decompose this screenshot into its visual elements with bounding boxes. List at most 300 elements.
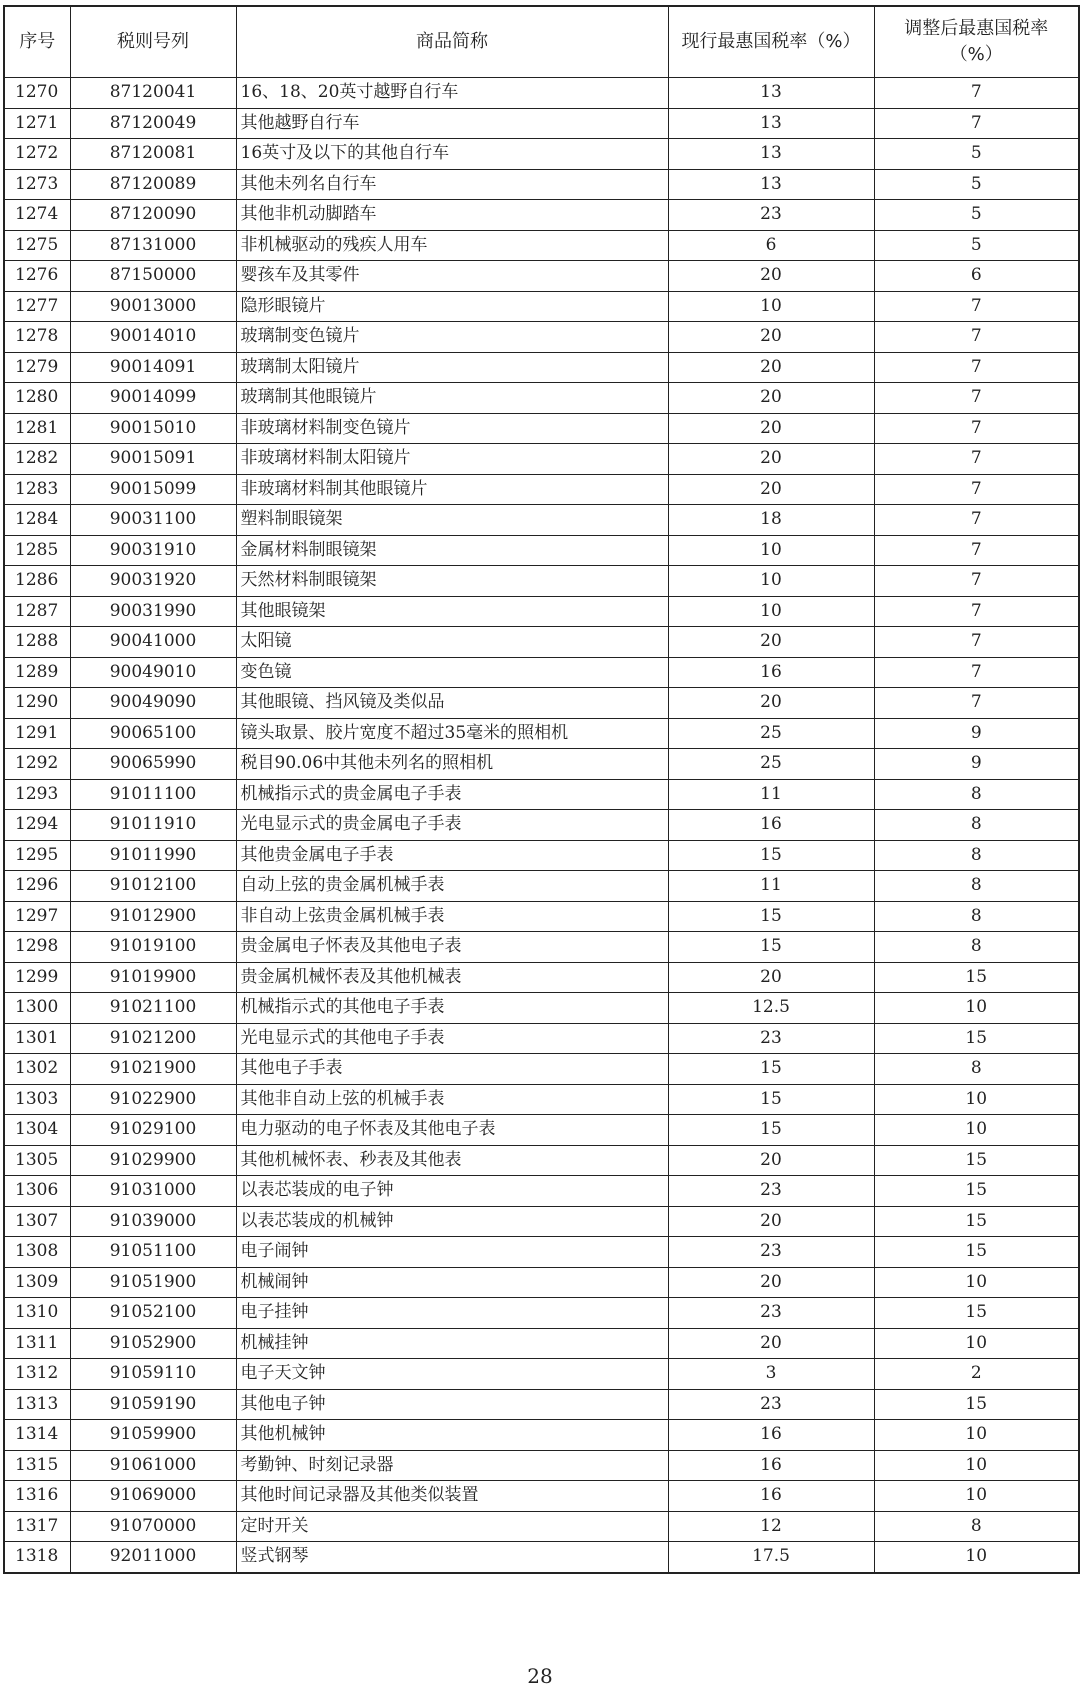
cell-seq: 1270 <box>4 78 70 109</box>
cell-adjusted-rate: 10 <box>874 1328 1079 1359</box>
cell-tariff-code: 91052100 <box>70 1298 236 1329</box>
table-header-row <box>4 6 1079 78</box>
table-row <box>4 1023 1079 1054</box>
cell-product-name: 其他未列名自行车 <box>236 169 668 200</box>
cell-seq: 1278 <box>4 322 70 353</box>
cell-adjusted-rate: 5 <box>874 139 1079 170</box>
cell-adjusted-rate: 8 <box>874 1054 1079 1085</box>
cell-product-name: 以表芯装成的电子钟 <box>236 1176 668 1207</box>
cell-current-rate: 15 <box>668 1084 874 1115</box>
cell-seq: 1288 <box>4 627 70 658</box>
cell-seq: 1289 <box>4 657 70 688</box>
cell-adjusted-rate: 8 <box>874 840 1079 871</box>
cell-tariff-code: 90015091 <box>70 444 236 475</box>
cell-product-name: 非自动上弦贵金属机械手表 <box>236 901 668 932</box>
cell-seq: 1273 <box>4 169 70 200</box>
cell-adjusted-rate: 5 <box>874 200 1079 231</box>
cell-adjusted-rate: 7 <box>874 566 1079 597</box>
cell-tariff-code: 87120081 <box>70 139 236 170</box>
cell-current-rate: 20 <box>668 383 874 414</box>
cell-product-name: 镜头取景、胶片宽度不超过35毫米的照相机 <box>236 718 668 749</box>
cell-adjusted-rate: 15 <box>874 1237 1079 1268</box>
cell-product-name: 其他越野自行车 <box>236 108 668 139</box>
cell-seq: 1297 <box>4 901 70 932</box>
cell-product-name: 电子挂钟 <box>236 1298 668 1329</box>
cell-seq: 1272 <box>4 139 70 170</box>
cell-current-rate: 20 <box>668 1145 874 1176</box>
cell-adjusted-rate: 8 <box>874 779 1079 810</box>
cell-adjusted-rate: 7 <box>874 291 1079 322</box>
cell-seq: 1285 <box>4 535 70 566</box>
cell-adjusted-rate: 5 <box>874 169 1079 200</box>
table-row <box>4 1115 1079 1146</box>
table-row <box>4 688 1079 719</box>
cell-adjusted-rate: 7 <box>874 505 1079 536</box>
cell-tariff-code: 91011990 <box>70 840 236 871</box>
cell-current-rate: 17.5 <box>668 1542 874 1573</box>
cell-current-rate: 23 <box>668 1176 874 1207</box>
cell-adjusted-rate: 10 <box>874 1420 1079 1451</box>
cell-tariff-code: 90015099 <box>70 474 236 505</box>
cell-current-rate: 20 <box>668 1328 874 1359</box>
cell-tariff-code: 91012100 <box>70 871 236 902</box>
cell-current-rate: 18 <box>668 505 874 536</box>
cell-current-rate: 15 <box>668 901 874 932</box>
cell-current-rate: 23 <box>668 1298 874 1329</box>
cell-adjusted-rate: 7 <box>874 657 1079 688</box>
cell-seq: 1280 <box>4 383 70 414</box>
table-row <box>4 1328 1079 1359</box>
cell-product-name: 塑料制眼镜架 <box>236 505 668 536</box>
table-row <box>4 627 1079 658</box>
cell-tariff-code: 91051100 <box>70 1237 236 1268</box>
cell-tariff-code: 91051900 <box>70 1267 236 1298</box>
cell-current-rate: 16 <box>668 1420 874 1451</box>
cell-adjusted-rate: 8 <box>874 901 1079 932</box>
cell-tariff-code: 91019100 <box>70 932 236 963</box>
cell-tariff-code: 87150000 <box>70 261 236 292</box>
cell-adjusted-rate: 7 <box>874 413 1079 444</box>
cell-current-rate: 25 <box>668 718 874 749</box>
cell-current-rate: 15 <box>668 1054 874 1085</box>
table-row <box>4 993 1079 1024</box>
cell-current-rate: 23 <box>668 1023 874 1054</box>
cell-current-rate: 20 <box>668 413 874 444</box>
cell-current-rate: 20 <box>668 688 874 719</box>
cell-current-rate: 15 <box>668 1115 874 1146</box>
cell-seq: 1282 <box>4 444 70 475</box>
cell-adjusted-rate: 10 <box>874 1542 1079 1573</box>
cell-current-rate: 10 <box>668 596 874 627</box>
cell-product-name: 玻璃制其他眼镜片 <box>236 383 668 414</box>
table-row <box>4 352 1079 383</box>
cell-seq: 1318 <box>4 1542 70 1573</box>
cell-current-rate: 23 <box>668 1237 874 1268</box>
table-row <box>4 901 1079 932</box>
cell-adjusted-rate: 9 <box>874 749 1079 780</box>
cell-adjusted-rate: 10 <box>874 1450 1079 1481</box>
cell-tariff-code: 87120090 <box>70 200 236 231</box>
header-seq: 序号 <box>4 6 70 78</box>
cell-tariff-code: 91021900 <box>70 1054 236 1085</box>
cell-tariff-code: 91012900 <box>70 901 236 932</box>
cell-current-rate: 16 <box>668 1481 874 1512</box>
table-row <box>4 1450 1079 1481</box>
table-row <box>4 505 1079 536</box>
cell-product-name: 非玻璃材料制太阳镜片 <box>236 444 668 475</box>
cell-tariff-code: 90031990 <box>70 596 236 627</box>
cell-seq: 1287 <box>4 596 70 627</box>
tariff-table <box>3 5 1080 1574</box>
table-row <box>4 1267 1079 1298</box>
cell-seq: 1308 <box>4 1237 70 1268</box>
header-current-rate: 现行最惠国税率（%） <box>668 6 874 78</box>
cell-seq: 1279 <box>4 352 70 383</box>
cell-product-name: 贵金属机械怀表及其他机械表 <box>236 962 668 993</box>
cell-tariff-code: 87120049 <box>70 108 236 139</box>
cell-adjusted-rate: 10 <box>874 1084 1079 1115</box>
cell-seq: 1274 <box>4 200 70 231</box>
cell-seq: 1314 <box>4 1420 70 1451</box>
cell-product-name: 天然材料制眼镜架 <box>236 566 668 597</box>
table-row <box>4 1145 1079 1176</box>
cell-product-name: 定时开关 <box>236 1511 668 1542</box>
cell-product-name: 金属材料制眼镜架 <box>236 535 668 566</box>
cell-seq: 1295 <box>4 840 70 871</box>
table-row <box>4 322 1079 353</box>
cell-seq: 1316 <box>4 1481 70 1512</box>
cell-seq: 1290 <box>4 688 70 719</box>
cell-adjusted-rate: 15 <box>874 1206 1079 1237</box>
cell-seq: 1310 <box>4 1298 70 1329</box>
cell-adjusted-rate: 6 <box>874 261 1079 292</box>
cell-current-rate: 20 <box>668 444 874 475</box>
cell-product-name: 其他非自动上弦的机械手表 <box>236 1084 668 1115</box>
table-row <box>4 749 1079 780</box>
table-row <box>4 474 1079 505</box>
cell-product-name: 其他非机动脚踏车 <box>236 200 668 231</box>
cell-adjusted-rate: 7 <box>874 383 1079 414</box>
cell-product-name: 考勤钟、时刻记录器 <box>236 1450 668 1481</box>
table-row <box>4 1084 1079 1115</box>
cell-product-name: 其他电子钟 <box>236 1389 668 1420</box>
cell-current-rate: 13 <box>668 78 874 109</box>
cell-current-rate: 13 <box>668 169 874 200</box>
table-row <box>4 78 1079 109</box>
cell-seq: 1302 <box>4 1054 70 1085</box>
cell-product-name: 其他时间记录器及其他类似装置 <box>236 1481 668 1512</box>
cell-current-rate: 16 <box>668 1450 874 1481</box>
cell-seq: 1294 <box>4 810 70 841</box>
cell-current-rate: 20 <box>668 962 874 993</box>
cell-tariff-code: 91019900 <box>70 962 236 993</box>
cell-product-name: 机械指示式的贵金属电子手表 <box>236 779 668 810</box>
cell-adjusted-rate: 10 <box>874 1481 1079 1512</box>
cell-current-rate: 20 <box>668 1206 874 1237</box>
cell-tariff-code: 90031910 <box>70 535 236 566</box>
cell-adjusted-rate: 15 <box>874 962 1079 993</box>
cell-seq: 1299 <box>4 962 70 993</box>
cell-current-rate: 11 <box>668 871 874 902</box>
cell-tariff-code: 91021200 <box>70 1023 236 1054</box>
header-product-name: 商品简称 <box>236 6 668 78</box>
cell-tariff-code: 90014099 <box>70 383 236 414</box>
cell-product-name: 光电显示式的其他电子手表 <box>236 1023 668 1054</box>
cell-tariff-code: 91039000 <box>70 1206 236 1237</box>
table-row <box>4 1359 1079 1390</box>
cell-product-name: 电力驱动的电子怀表及其他电子表 <box>236 1115 668 1146</box>
cell-tariff-code: 90014010 <box>70 322 236 353</box>
cell-product-name: 电子天文钟 <box>236 1359 668 1390</box>
cell-adjusted-rate: 7 <box>874 535 1079 566</box>
cell-seq: 1271 <box>4 108 70 139</box>
cell-current-rate: 20 <box>668 322 874 353</box>
cell-product-name: 玻璃制太阳镜片 <box>236 352 668 383</box>
cell-tariff-code: 90065990 <box>70 749 236 780</box>
cell-adjusted-rate: 10 <box>874 993 1079 1024</box>
cell-product-name: 自动上弦的贵金属机械手表 <box>236 871 668 902</box>
cell-tariff-code: 90015010 <box>70 413 236 444</box>
cell-seq: 1303 <box>4 1084 70 1115</box>
cell-adjusted-rate: 7 <box>874 352 1079 383</box>
cell-product-name: 16英寸及以下的其他自行车 <box>236 139 668 170</box>
table-row <box>4 535 1079 566</box>
cell-product-name: 贵金属电子怀表及其他电子表 <box>236 932 668 963</box>
cell-seq: 1313 <box>4 1389 70 1420</box>
cell-seq: 1283 <box>4 474 70 505</box>
cell-product-name: 非玻璃材料制其他眼镜片 <box>236 474 668 505</box>
cell-seq: 1304 <box>4 1115 70 1146</box>
cell-tariff-code: 90041000 <box>70 627 236 658</box>
cell-adjusted-rate: 7 <box>874 108 1079 139</box>
cell-current-rate: 10 <box>668 566 874 597</box>
cell-current-rate: 25 <box>668 749 874 780</box>
table-row <box>4 291 1079 322</box>
table-row <box>4 413 1079 444</box>
table-row <box>4 1542 1079 1573</box>
cell-seq: 1293 <box>4 779 70 810</box>
cell-tariff-code: 91061000 <box>70 1450 236 1481</box>
cell-seq: 1291 <box>4 718 70 749</box>
cell-tariff-code: 91059190 <box>70 1389 236 1420</box>
cell-product-name: 变色镜 <box>236 657 668 688</box>
cell-current-rate: 13 <box>668 108 874 139</box>
table-row <box>4 657 1079 688</box>
cell-seq: 1315 <box>4 1450 70 1481</box>
cell-tariff-code: 91069000 <box>70 1481 236 1512</box>
cell-product-name: 隐形眼镜片 <box>236 291 668 322</box>
cell-tariff-code: 91070000 <box>70 1511 236 1542</box>
cell-seq: 1298 <box>4 932 70 963</box>
cell-seq: 1311 <box>4 1328 70 1359</box>
cell-adjusted-rate: 15 <box>874 1176 1079 1207</box>
cell-adjusted-rate: 7 <box>874 596 1079 627</box>
table-row <box>4 1298 1079 1329</box>
table-row <box>4 1176 1079 1207</box>
cell-tariff-code: 90049010 <box>70 657 236 688</box>
cell-current-rate: 20 <box>668 627 874 658</box>
cell-current-rate: 10 <box>668 291 874 322</box>
cell-product-name: 光电显示式的贵金属电子手表 <box>236 810 668 841</box>
cell-current-rate: 20 <box>668 474 874 505</box>
cell-adjusted-rate: 15 <box>874 1389 1079 1420</box>
cell-current-rate: 16 <box>668 657 874 688</box>
table-row <box>4 840 1079 871</box>
cell-tariff-code: 91059110 <box>70 1359 236 1390</box>
cell-tariff-code: 91029900 <box>70 1145 236 1176</box>
cell-current-rate: 12.5 <box>668 993 874 1024</box>
cell-product-name: 非机械驱动的残疾人用车 <box>236 230 668 261</box>
header-tariff-code: 税则号列 <box>70 6 236 78</box>
cell-current-rate: 15 <box>668 840 874 871</box>
cell-current-rate: 16 <box>668 810 874 841</box>
table-row <box>4 810 1079 841</box>
cell-tariff-code: 91011100 <box>70 779 236 810</box>
table-row <box>4 108 1079 139</box>
cell-tariff-code: 91031000 <box>70 1176 236 1207</box>
table-row <box>4 871 1079 902</box>
cell-product-name: 太阳镜 <box>236 627 668 658</box>
table-row <box>4 1206 1079 1237</box>
table-row <box>4 1420 1079 1451</box>
cell-seq: 1306 <box>4 1176 70 1207</box>
cell-adjusted-rate: 7 <box>874 688 1079 719</box>
cell-product-name: 竖式钢琴 <box>236 1542 668 1573</box>
cell-adjusted-rate: 15 <box>874 1023 1079 1054</box>
cell-product-name: 以表芯装成的机械钟 <box>236 1206 668 1237</box>
cell-current-rate: 15 <box>668 932 874 963</box>
cell-tariff-code: 90049090 <box>70 688 236 719</box>
cell-tariff-code: 91011910 <box>70 810 236 841</box>
cell-product-name: 其他眼镜、挡风镜及类似品 <box>236 688 668 719</box>
table-row <box>4 1054 1079 1085</box>
cell-seq: 1286 <box>4 566 70 597</box>
cell-adjusted-rate: 7 <box>874 78 1079 109</box>
cell-tariff-code: 87120041 <box>70 78 236 109</box>
cell-current-rate: 20 <box>668 352 874 383</box>
cell-product-name: 电子闹钟 <box>236 1237 668 1268</box>
cell-tariff-code: 90014091 <box>70 352 236 383</box>
cell-tariff-code: 91059900 <box>70 1420 236 1451</box>
table-row <box>4 444 1079 475</box>
cell-seq: 1309 <box>4 1267 70 1298</box>
cell-adjusted-rate: 7 <box>874 474 1079 505</box>
cell-adjusted-rate: 5 <box>874 230 1079 261</box>
cell-tariff-code: 90031100 <box>70 505 236 536</box>
cell-current-rate: 23 <box>668 200 874 231</box>
cell-product-name: 其他机械钟 <box>236 1420 668 1451</box>
header-adjusted-rate: 调整后最惠国税率（%） <box>874 6 1079 78</box>
cell-seq: 1300 <box>4 993 70 1024</box>
table-row <box>4 779 1079 810</box>
table-row <box>4 932 1079 963</box>
cell-product-name: 税目90.06中其他未列名的照相机 <box>236 749 668 780</box>
cell-adjusted-rate: 7 <box>874 627 1079 658</box>
table-row <box>4 962 1079 993</box>
cell-tariff-code: 90065100 <box>70 718 236 749</box>
table-row <box>4 139 1079 170</box>
cell-current-rate: 20 <box>668 261 874 292</box>
cell-current-rate: 11 <box>668 779 874 810</box>
cell-current-rate: 12 <box>668 1511 874 1542</box>
table-row <box>4 1237 1079 1268</box>
table-row <box>4 566 1079 597</box>
cell-current-rate: 23 <box>668 1389 874 1420</box>
cell-adjusted-rate: 7 <box>874 322 1079 353</box>
cell-adjusted-rate: 10 <box>874 1267 1079 1298</box>
cell-seq: 1312 <box>4 1359 70 1390</box>
cell-tariff-code: 87120089 <box>70 169 236 200</box>
cell-seq: 1292 <box>4 749 70 780</box>
cell-adjusted-rate: 8 <box>874 1511 1079 1542</box>
cell-current-rate: 3 <box>668 1359 874 1390</box>
cell-seq: 1275 <box>4 230 70 261</box>
cell-tariff-code: 92011000 <box>70 1542 236 1573</box>
cell-current-rate: 13 <box>668 139 874 170</box>
table-row <box>4 383 1079 414</box>
cell-adjusted-rate: 8 <box>874 871 1079 902</box>
cell-seq: 1284 <box>4 505 70 536</box>
cell-seq: 1305 <box>4 1145 70 1176</box>
cell-product-name: 机械闹钟 <box>236 1267 668 1298</box>
cell-adjusted-rate: 10 <box>874 1115 1079 1146</box>
cell-product-name: 其他眼镜架 <box>236 596 668 627</box>
cell-current-rate: 20 <box>668 1267 874 1298</box>
table-row <box>4 169 1079 200</box>
cell-adjusted-rate: 8 <box>874 810 1079 841</box>
table-row <box>4 596 1079 627</box>
cell-tariff-code: 87131000 <box>70 230 236 261</box>
cell-current-rate: 10 <box>668 535 874 566</box>
cell-adjusted-rate: 2 <box>874 1359 1079 1390</box>
cell-tariff-code: 91029100 <box>70 1115 236 1146</box>
cell-product-name: 非玻璃材料制变色镜片 <box>236 413 668 444</box>
cell-product-name: 玻璃制变色镜片 <box>236 322 668 353</box>
table-row <box>4 230 1079 261</box>
cell-seq: 1277 <box>4 291 70 322</box>
cell-product-name: 机械挂钟 <box>236 1328 668 1359</box>
cell-tariff-code: 91021100 <box>70 993 236 1024</box>
table-row <box>4 261 1079 292</box>
table-row <box>4 718 1079 749</box>
cell-tariff-code: 91022900 <box>70 1084 236 1115</box>
cell-adjusted-rate: 7 <box>874 444 1079 475</box>
table-row <box>4 1511 1079 1542</box>
cell-seq: 1276 <box>4 261 70 292</box>
cell-product-name: 婴孩车及其零件 <box>236 261 668 292</box>
cell-adjusted-rate: 9 <box>874 718 1079 749</box>
cell-tariff-code: 90031920 <box>70 566 236 597</box>
cell-seq: 1307 <box>4 1206 70 1237</box>
cell-seq: 1281 <box>4 413 70 444</box>
cell-current-rate: 6 <box>668 230 874 261</box>
cell-product-name: 16、18、20英寸越野自行车 <box>236 78 668 109</box>
cell-product-name: 其他机械怀表、秒表及其他表 <box>236 1145 668 1176</box>
cell-tariff-code: 91052900 <box>70 1328 236 1359</box>
cell-product-name: 其他电子手表 <box>236 1054 668 1085</box>
cell-product-name: 其他贵金属电子手表 <box>236 840 668 871</box>
cell-adjusted-rate: 15 <box>874 1298 1079 1329</box>
cell-adjusted-rate: 8 <box>874 932 1079 963</box>
table-row <box>4 200 1079 231</box>
cell-seq: 1301 <box>4 1023 70 1054</box>
table-row <box>4 1389 1079 1420</box>
cell-product-name: 机械指示式的其他电子手表 <box>236 993 668 1024</box>
cell-seq: 1317 <box>4 1511 70 1542</box>
page-number: 28 <box>527 1664 553 1688</box>
table-row <box>4 1481 1079 1512</box>
cell-seq: 1296 <box>4 871 70 902</box>
